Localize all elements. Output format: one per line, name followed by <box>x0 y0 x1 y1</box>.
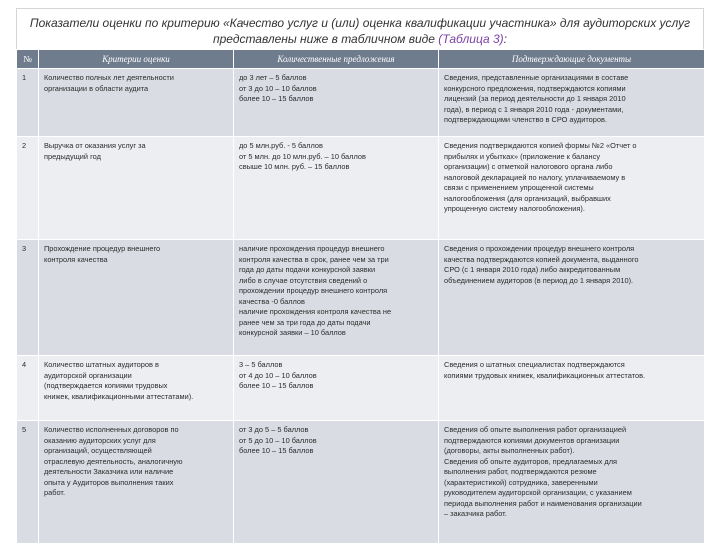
document-page <box>16 8 704 534</box>
row-quantity: наличие прохождения процедур внешнего контроля качества в срок, ранее чем за три года до даты подачи конкурсной заявки либо в случае отсутствия сведений о прохождении процедур внешнего контроля качества -0 баллов наличие прохождения контроля качества не ранее чем за три года до даты подачи конкурсной заявки – 10 баллов <box>234 240 439 356</box>
row-documents: Сведения, представленные организациями в составе конкурсного предложения, подтверждаются копиями лицензий (за период деятельности до 1 января 2010 года), в период с 1 января 2010 года - документами, подтверждающими членство в СРО аудиторов. <box>439 69 705 137</box>
table-reference: (Таблица 3) <box>438 32 504 46</box>
header-number: № <box>17 50 39 69</box>
row-documents: Сведения об опыте выполнения работ организацией подтверждаются копиями документов организации (договоры, акты выполненных работ). Сведения об опыте аудиторов, предлагаемых для выполнения работ, подтверждаются резюме (характеристикой) сотрудника, заверенными руководителем аудиторской организации, с указанием периода выполнения работ и наименования организации – заказчика работ. <box>439 421 705 544</box>
criteria-table <box>16 49 705 544</box>
row-number: 4 <box>17 356 39 421</box>
row-criterion: Количество штатных аудиторов в аудиторской организации (подтверждается копиями трудовых книжек, квалификационными аттестатами). <box>39 356 234 421</box>
header-documents: Подтверждающие документы <box>439 50 705 69</box>
row-documents: Сведения о штатных специалистах подтверждаются копиями трудовых книжек, квалификационных аттестатов. <box>439 356 705 421</box>
title-colon: : <box>503 32 507 46</box>
row-criterion: Количество полных лет деятельности организации в области аудита <box>39 69 234 137</box>
row-quantity: от 3 до 5 – 5 баллов от 5 до 10 – 10 баллов более 10 – 15 баллов <box>234 421 439 544</box>
table-row <box>17 69 705 137</box>
row-criterion: Количество исполненных договоров по оказанию аудиторских услуг для организаций, осуществляющей отраслевую деятельность, аналогичную деятельности Заказчика или наличие опыта у Аудиторов выполнения таких работ. <box>39 421 234 544</box>
table-row <box>17 356 705 421</box>
row-number: 5 <box>17 421 39 544</box>
row-quantity: до 5 млн.руб. - 5 баллов от 5 млн. до 10 млн.руб. – 10 баллов свыше 10 млн. руб. – 15 баллов <box>234 137 439 240</box>
table-header-row <box>17 50 705 69</box>
row-quantity: до 3 лет – 5 баллов от 3 до 10 – 10 баллов более 10 – 15 баллов <box>234 69 439 137</box>
row-number: 1 <box>17 69 39 137</box>
row-criterion: Прохождение процедур внешнего контроля качества <box>39 240 234 356</box>
title-text: Показатели оценки по критерию «Качество услуг и (или) оценка квалификации участника» для аудиторских услуг представлены ниже в табличном виде <box>29 16 691 46</box>
row-number: 2 <box>17 137 39 240</box>
header-quantity: Количественные предложения <box>234 50 439 69</box>
row-number: 3 <box>17 240 39 356</box>
page-title <box>17 9 703 49</box>
table-row <box>17 240 705 356</box>
header-criterion: Критерии оценки <box>39 50 234 69</box>
row-documents: Сведения подтверждаются копией формы №2 «Отчет о прибылях и убытках» (приложение к балансу организации) с отметкой налогового органа либо налоговой декларацией по налогу, уплачиваемому в связи с применением упрощенной системы налогообложения (для организаций, выбравших упрощенную систему налогообложения). <box>439 137 705 240</box>
row-quantity: 3 – 5 баллов от 4 до 10 – 10 баллов более 10 – 15 баллов <box>234 356 439 421</box>
row-criterion: Выручка от оказания услуг за предыдущий год <box>39 137 234 240</box>
table-row <box>17 421 705 544</box>
table-row <box>17 137 705 240</box>
row-documents: Сведения о прохождении процедур внешнего контроля качества подтверждаются копией документа, выданного СРО (с 1 января 2010 года) либо аккредитованным объединением аудиторов (в период до 1 января 2010). <box>439 240 705 356</box>
